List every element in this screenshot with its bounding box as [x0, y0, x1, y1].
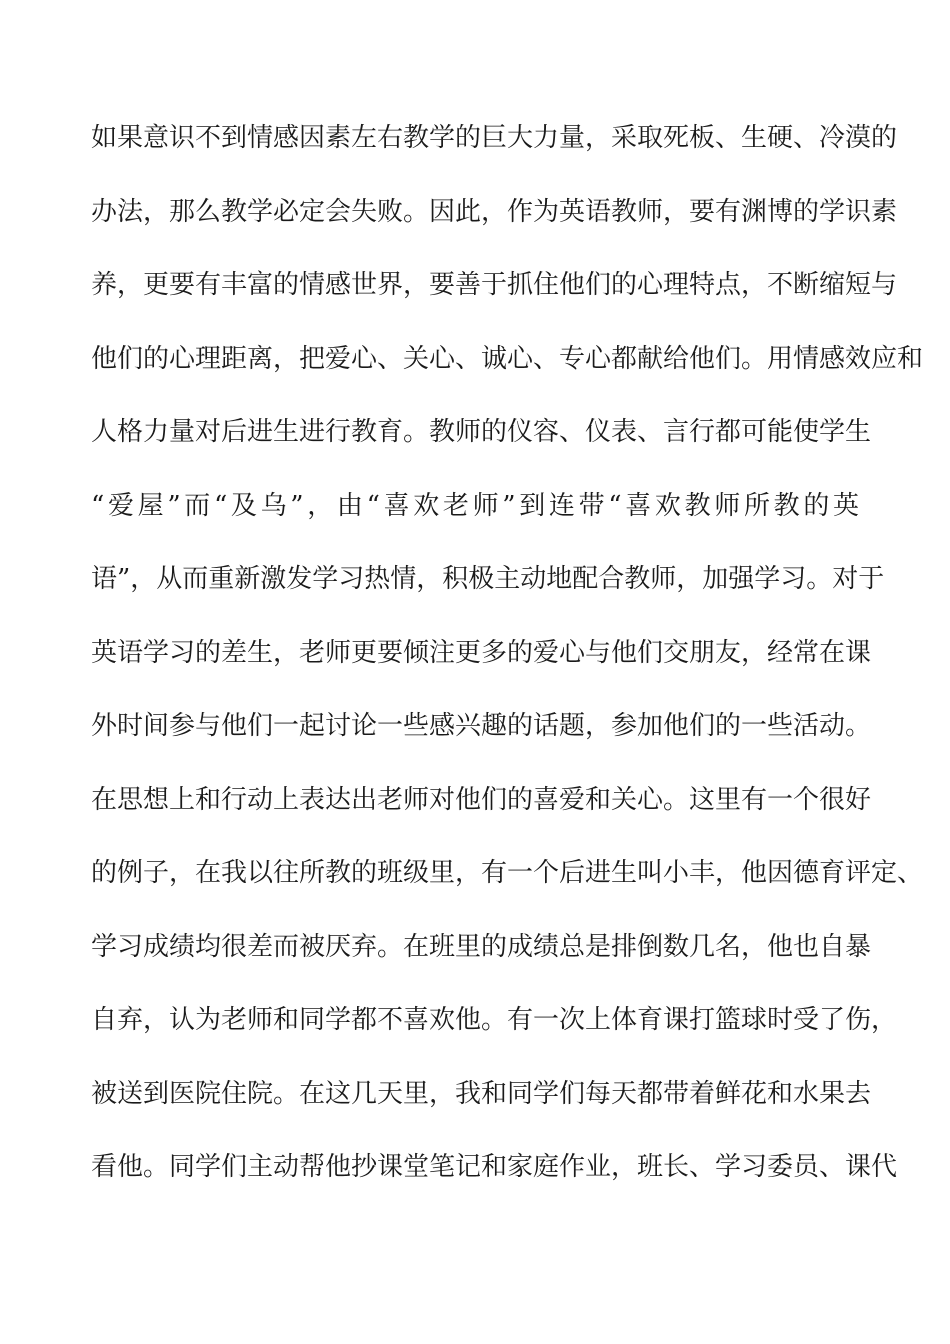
text-line: 自弃，认为老师和同学都不喜欢他。有一次上体育课打篮球时受了伤， — [91, 1005, 898, 1035]
text-line: 人格力量对后进生进行教育。教师的仪容、仪表、言行都可能使学生 — [91, 417, 872, 447]
body-text — [91, 116, 924, 1219]
text-line: “爱屋”而“及乌”，由“喜欢老师”到连带“喜欢教师所教的英 — [91, 490, 859, 521]
text-line: 语”，从而重新激发学习热情，积极主动地配合教师，加强学习。对于 — [91, 564, 885, 594]
text-line: 看他。同学们主动帮他抄课堂笔记和家庭作业，班长、学习委员、课代 — [91, 1152, 898, 1182]
text-line: 养，更要有丰富的情感世界，要善于抓住他们的心理特点，不断缩短与 — [91, 270, 898, 300]
text-line: 英语学习的差生，老师更要倾注更多的爱心与他们交朋友，经常在课 — [91, 637, 872, 668]
text-line: 被送到医院住院。在这几天里，我和同学们每天都带着鲜花和水果去 — [91, 1078, 872, 1109]
text-line: 如果意识不到情感因素左右教学的巨大力量，采取死板、生硬、冷漠的 — [91, 123, 898, 153]
text-line: 他们的心理距离，把爱心、关心、诚心、专心都献给他们。用情感效应和 — [91, 343, 924, 374]
text-line: 的例子，在我以往所教的班级里，有一个后进生叫小丰，他因德育评定、 — [91, 858, 924, 888]
text-line: 办法，那么教学必定会失败。因此，作为英语教师，要有渊博的学识素 — [91, 196, 898, 227]
text-line: 在思想上和行动上表达出老师对他们的喜爱和关心。这里有一个很好 — [91, 784, 872, 815]
text-line: 外时间参与他们一起讨论一些感兴趣的话题，参加他们的一些活动。 — [91, 711, 872, 741]
text-line: 学习成绩均很差而被厌弃。在班里的成绩总是排倒数几名，他也自暴 — [91, 931, 872, 962]
